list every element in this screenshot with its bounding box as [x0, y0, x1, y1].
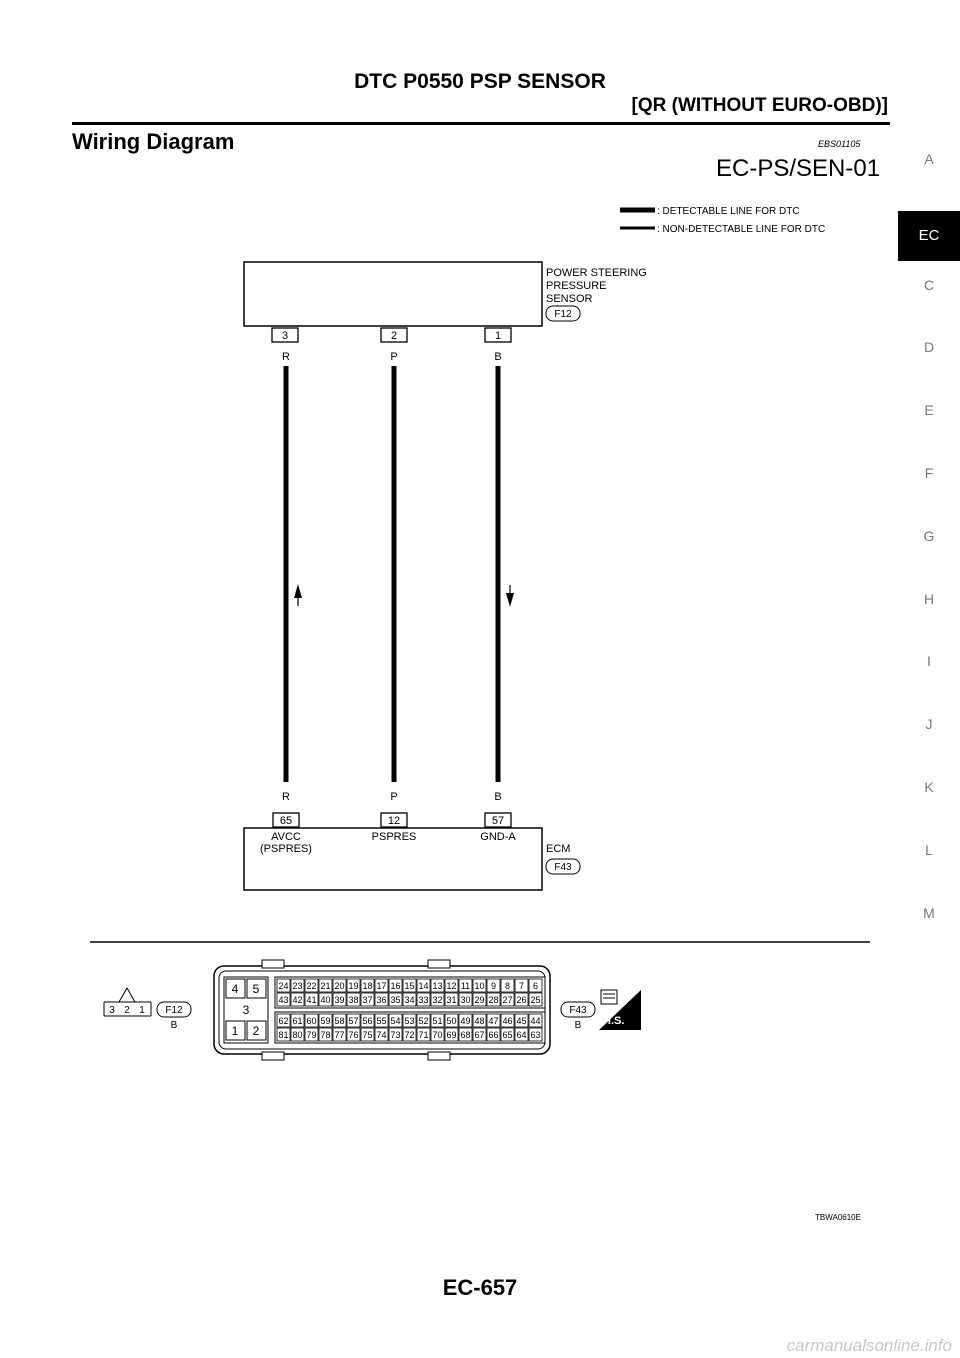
f12-face-pin-3: 3	[109, 1005, 115, 1016]
f43-pin-number: 42	[292, 995, 303, 1005]
f12-connector-face	[104, 988, 191, 1031]
figure-code: TBWA0610E	[815, 1213, 861, 1222]
f43-pin-number: 62	[278, 1016, 289, 1026]
f43-pin-number: 60	[306, 1016, 317, 1026]
f43-pin-number: 28	[488, 995, 499, 1005]
side-tab-g[interactable]: G	[923, 527, 935, 544]
sensor-pin-3	[272, 328, 298, 342]
f43-pin-number: 46	[502, 1016, 513, 1026]
f43-pin-number: 22	[306, 981, 317, 991]
f43-pin-number: 49	[460, 1016, 471, 1026]
f43-pin-number: 81	[278, 1030, 289, 1040]
f43-pin-number: 43	[278, 995, 289, 1005]
f43-pin-number: 45	[516, 1016, 527, 1026]
f12-face-pin-2: 2	[124, 1005, 130, 1016]
f43-pin-number: 58	[334, 1016, 345, 1026]
f43-pin-number: 39	[334, 995, 345, 1005]
f43-pin-number: 48	[474, 1016, 485, 1026]
f43-pin-number: 33	[418, 995, 429, 1005]
f43-pin-5: 5	[252, 982, 260, 996]
f43-pin-number: 10	[474, 981, 485, 991]
f43-pin-number: 11	[460, 981, 471, 991]
wire-color-p-top: P	[390, 351, 398, 363]
f43-pin-number: 70	[432, 1030, 443, 1040]
ecm-terminal-gnd-a: GND-A	[480, 831, 516, 843]
svg-text:1: 1	[494, 330, 502, 342]
svg-text:57: 57	[491, 815, 505, 827]
wire-color-r-bottom: R	[282, 791, 290, 803]
footer-watermark: carmanualsonline.info	[786, 1336, 952, 1355]
f43-pin-number: 63	[530, 1030, 541, 1040]
sensor-name-line-2: PRESSURE	[546, 280, 607, 292]
wire-color-p-bottom: P	[390, 791, 398, 803]
f43-pin-number: 14	[418, 981, 429, 991]
f43-pin-number: 19	[348, 981, 359, 991]
f43-pin-number: 7	[518, 981, 525, 991]
f43-pin-number: 26	[516, 995, 527, 1005]
ecm-connector-id: F43	[554, 862, 572, 873]
page-header-title: DTC P0550 PSP SENSOR	[354, 70, 606, 93]
f12-face-color: B	[170, 1020, 178, 1031]
side-tab-f[interactable]: F	[924, 464, 934, 481]
f43-pin-number: 6	[532, 981, 539, 991]
f43-pin-number: 31	[446, 995, 457, 1005]
f43-pin-1: 1	[231, 1024, 239, 1038]
f43-pin-number: 32	[432, 995, 443, 1005]
arrow-down-icon	[506, 585, 514, 607]
ecm-pin-65	[273, 813, 299, 827]
f43-pin-number: 66	[488, 1030, 499, 1040]
ecm-pin-12	[381, 813, 407, 827]
f43-pin-number: 13	[432, 981, 443, 991]
sensor-name-line-3: SENSOR	[546, 293, 593, 305]
wire-color-b-top: B	[494, 351, 502, 363]
f43-pin-number: 15	[404, 981, 415, 991]
side-tab-h[interactable]: H	[923, 590, 935, 607]
f43-pin-3: 3	[242, 1003, 250, 1017]
ecm-terminal-avcc: AVCC	[271, 831, 301, 843]
f43-pin-number: 23	[292, 981, 303, 991]
f43-pin-number: 44	[530, 1016, 541, 1026]
f43-pin-number: 80	[292, 1030, 303, 1040]
f43-pin-number: 71	[418, 1030, 429, 1040]
arrow-up-icon	[294, 584, 302, 606]
f43-pin-number: 21	[320, 981, 331, 991]
wire-color-b-bottom: B	[494, 791, 502, 803]
side-tab-c[interactable]: C	[923, 276, 935, 293]
wire-color-r-top: R	[282, 351, 290, 363]
f43-pin-2: 2	[252, 1024, 260, 1038]
f43-pin-number: 69	[446, 1030, 457, 1040]
f43-face-id: F43	[569, 1005, 587, 1016]
f43-pin-number: 53	[404, 1016, 415, 1026]
section-title: Wiring Diagram	[72, 129, 235, 154]
sensor-pin-2	[381, 328, 407, 342]
ecm-terminal-pspres: PSPRES	[371, 831, 417, 843]
f43-pin-number: 79	[306, 1030, 317, 1040]
f43-connector-face	[214, 960, 595, 1060]
side-tab-l[interactable]: L	[925, 841, 933, 858]
f43-pin-number: 35	[390, 995, 401, 1005]
side-tab-d[interactable]: D	[923, 339, 935, 356]
f43-pin-number: 37	[362, 995, 373, 1005]
page-header-subtitle: [QR (WITHOUT EURO-OBD)]	[631, 95, 888, 116]
svg-text:3: 3	[281, 330, 289, 342]
f43-pin-number: 36	[376, 995, 387, 1005]
f43-pin-number: 52	[418, 1016, 429, 1026]
side-tab-i[interactable]: I	[927, 653, 931, 670]
f43-pin-number: 75	[362, 1030, 373, 1040]
sensor-box	[244, 262, 542, 326]
sensor-connector-id: F12	[554, 309, 572, 320]
svg-text:12: 12	[387, 815, 401, 827]
f43-pin-grid	[277, 979, 542, 1041]
ecm-terminal-avcc-sub: (PSPRES)	[260, 843, 312, 855]
f43-pin-number: 38	[348, 995, 359, 1005]
side-tab-k[interactable]: K	[924, 778, 934, 795]
f43-pin-number: 67	[474, 1030, 485, 1040]
legend-non-detectable: : NON-DETECTABLE LINE FOR DTC	[657, 224, 826, 235]
f43-pin-number: 41	[306, 995, 317, 1005]
diagram-code: EC-PS/SEN-01	[716, 155, 881, 182]
f43-pin-number: 27	[502, 995, 513, 1005]
legend	[620, 206, 825, 235]
f43-pin-number: 76	[348, 1030, 359, 1040]
f43-pin-number: 57	[348, 1016, 359, 1026]
f43-pin-number: 47	[488, 1016, 499, 1026]
side-tab-a[interactable]: A	[924, 151, 934, 167]
f43-pin-number: 29	[474, 995, 485, 1005]
svg-text:2: 2	[390, 330, 398, 342]
legend-detectable: : DETECTABLE LINE FOR DTC	[657, 206, 800, 217]
f43-pin-number: 54	[390, 1016, 401, 1026]
svg-text:65: 65	[279, 815, 293, 827]
f43-pin-number: 40	[320, 995, 331, 1005]
ecm-pin-57	[485, 813, 511, 827]
f43-pin-number: 77	[334, 1030, 345, 1040]
f12-face-id: F12	[165, 1005, 183, 1016]
f43-pin-number: 24	[278, 981, 289, 991]
f43-pin-number: 78	[320, 1030, 331, 1040]
side-tab-e[interactable]: E	[924, 402, 934, 419]
f43-pin-number: 12	[446, 981, 457, 991]
f43-pin-number: 25	[530, 995, 541, 1005]
section-code: EBS01105	[818, 139, 861, 149]
f43-pin-number: 20	[334, 981, 345, 991]
f43-pin-number: 56	[362, 1016, 373, 1026]
side-tab-m[interactable]: M	[923, 904, 935, 921]
page-number: EC-657	[442, 1275, 518, 1300]
f43-pin-number: 34	[404, 995, 415, 1005]
f43-pin-number: 68	[460, 1030, 471, 1040]
f43-pin-number: 51	[432, 1016, 443, 1026]
f43-pin-number: 72	[404, 1030, 415, 1040]
f43-pin-number: 50	[446, 1016, 457, 1026]
f43-pin-4: 4	[231, 982, 239, 996]
f43-pin-number: 59	[320, 1016, 331, 1026]
f12-face-pin-1: 1	[139, 1005, 145, 1016]
side-tab-j[interactable]: J	[925, 716, 933, 733]
f43-face-color: B	[574, 1020, 582, 1031]
f43-pin-number: 17	[376, 981, 387, 991]
f43-pin-number: 64	[516, 1030, 527, 1040]
f43-pin-number: 55	[376, 1016, 387, 1026]
side-tab-ec[interactable]: EC	[898, 211, 960, 261]
harness-side-label: H.S.	[603, 1015, 625, 1027]
f43-pin-number: 18	[362, 981, 373, 991]
f43-pin-number: 9	[490, 981, 497, 991]
f43-pin-number: 61	[292, 1016, 303, 1026]
sensor-name-line-1: POWER STEERING	[546, 267, 647, 279]
ecm-name: ECM	[546, 843, 571, 855]
f43-pin-number: 65	[502, 1030, 513, 1040]
f43-pin-number: 8	[504, 981, 511, 991]
f43-pin-number: 73	[390, 1030, 401, 1040]
f43-pin-number: 16	[390, 981, 401, 991]
f43-pin-number: 30	[460, 995, 471, 1005]
f43-pin-number: 74	[376, 1030, 387, 1040]
sensor-pin-1	[485, 328, 511, 342]
